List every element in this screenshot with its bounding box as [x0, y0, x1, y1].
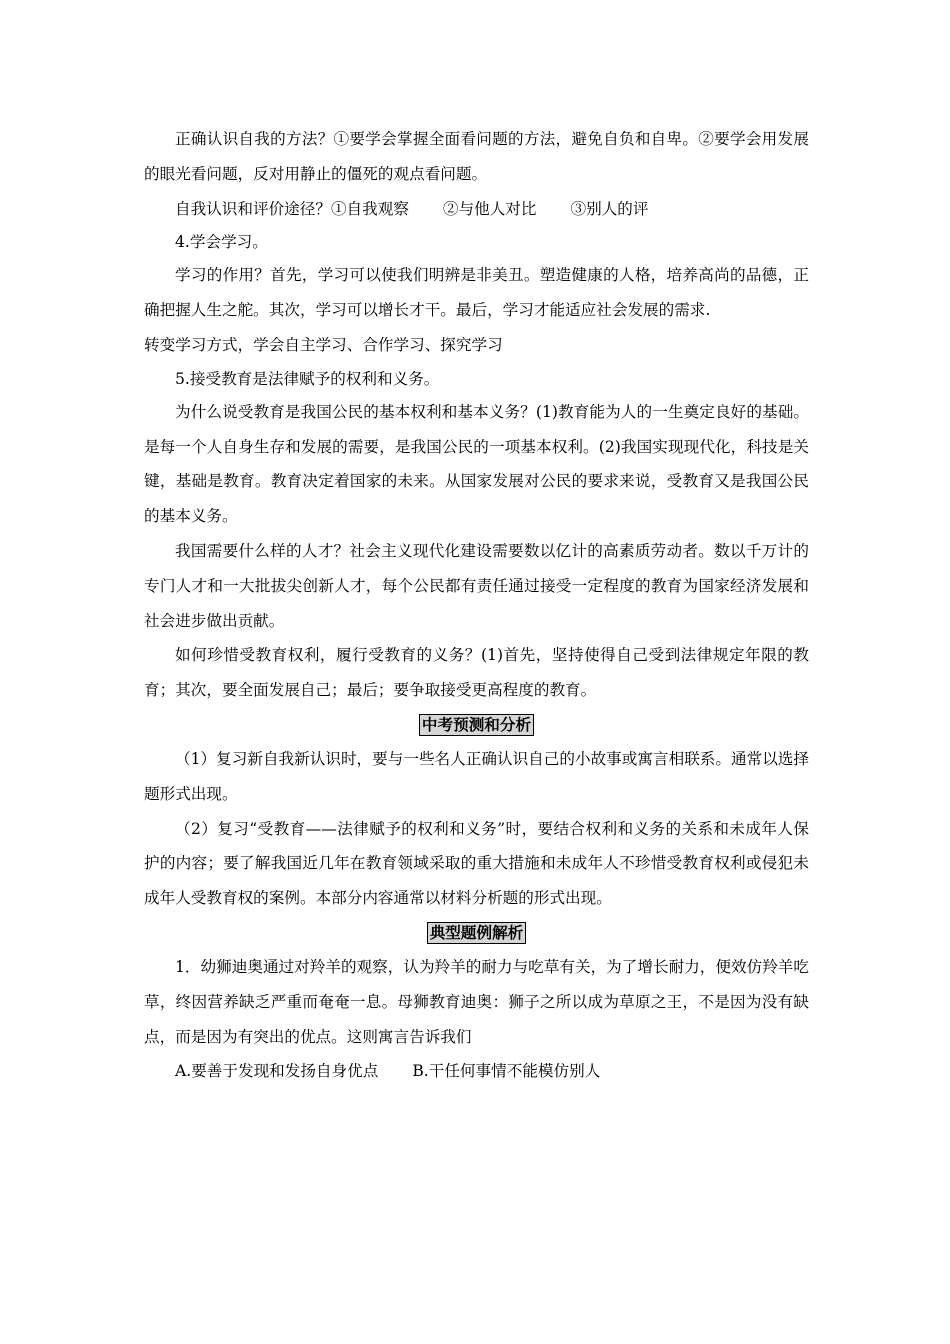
heading-learn-to-learn: 4.学会学习。 [175, 233, 268, 252]
example-question-1-options [144, 1054, 809, 1089]
paragraph-education-basic-right: 为什么说受教育是我国公民的基本权利和基本义务？(1)教育能为人的一生奠定良好的基础。是每一个人自身生存和发展的需要，是我国公民的一项基本权利。(2)我国实现现代化，科技是关键，基础是教育。教育决定着国家的未来。从国家发展对公民的要求来说，受教育又是我国公民的基本义务。 [144, 402, 809, 526]
example-question-1: 1．幼狮迪奥通过对羚羊的观察，认为羚羊的耐力与吃草有关，为了增长耐力，便效仿羚羊吃草，终因营养缺乏严重而奄奄一息。母狮教育迪奥：狮子之所以成为草原之王，不是因为没有缺点，而是因为有突出的优点。这则寓言告诉我们 [144, 957, 809, 1046]
section-heading-examples: 典型题例解析 [144, 916, 809, 950]
paragraph-cherish-education: 如何珍惜受教育权利，履行受教育的义务？(1)首先，坚持使得自己受到法律规定年限的教育；其次，要全面发展自己；最后；要争取接受更高程度的教育。 [144, 646, 809, 700]
prediction-item-1: （1）复习新自我新认识时，要与一些名人正确认识自己的小故事或寓言相联系。通常以选择题形式出现。 [144, 749, 809, 803]
prediction-item-2: （2）复习“受教育——法律赋予的权利和义务”时，要结合权利和义务的关系和未成年人保护的内容；要了解我国近几年在教育领域采取的重大措施和未成年人不珍惜受教育权利或侵犯未成年人受教育权的案例。本部分内容通常以材料分析题的形式出现。 [144, 819, 809, 908]
option-a: A.要善于发现和发扬自身优点 [175, 1062, 379, 1081]
option-b: B.干任何事情不能模仿别人 [412, 1062, 601, 1081]
paragraph-talent-needs: 我国需要什么样的人才？社会主义现代化建设需要数以亿计的高素质劳动者。数以千万计的专门人才和一大批拔尖创新人才，每个公民都有责任通过接受一定程度的教育为国家经济发展和社会进步做出贡献。 [144, 541, 809, 630]
heading-education-rights: 5.接受教育是法律赋予的权利和义务。 [175, 369, 440, 388]
paragraph-self-evaluation-ways [144, 192, 809, 227]
document-body [144, 122, 809, 1089]
self-evaluation-lead: 自我认识和评价途径？①自我观察 [175, 199, 409, 218]
self-evaluation-item-2: ②与他人对比 [442, 199, 537, 218]
paragraph-learning-role: 学习的作用？首先，学习可以使我们明辨是非美丑。塑造健康的人格，培养高尚的品德，正确把握人生之舵。其次，学习可以增长才干。最后，学习才能适应社会发展的需求. [144, 266, 809, 320]
self-evaluation-item-3: ③别人的评 [570, 199, 649, 218]
section-heading-prediction: 中考预测和分析 [144, 708, 809, 742]
paragraph-self-knowledge-methods: 正确认识自我的方法？①要学会掌握全面看问题的方法，避免自负和自卑。②要学会用发展的眼光看问题，反对用静止的僵死的观点看问题。 [144, 130, 809, 183]
paragraph-learning-style: 转变学习方式，学会自主学习、合作学习、探究学习 [144, 335, 503, 354]
